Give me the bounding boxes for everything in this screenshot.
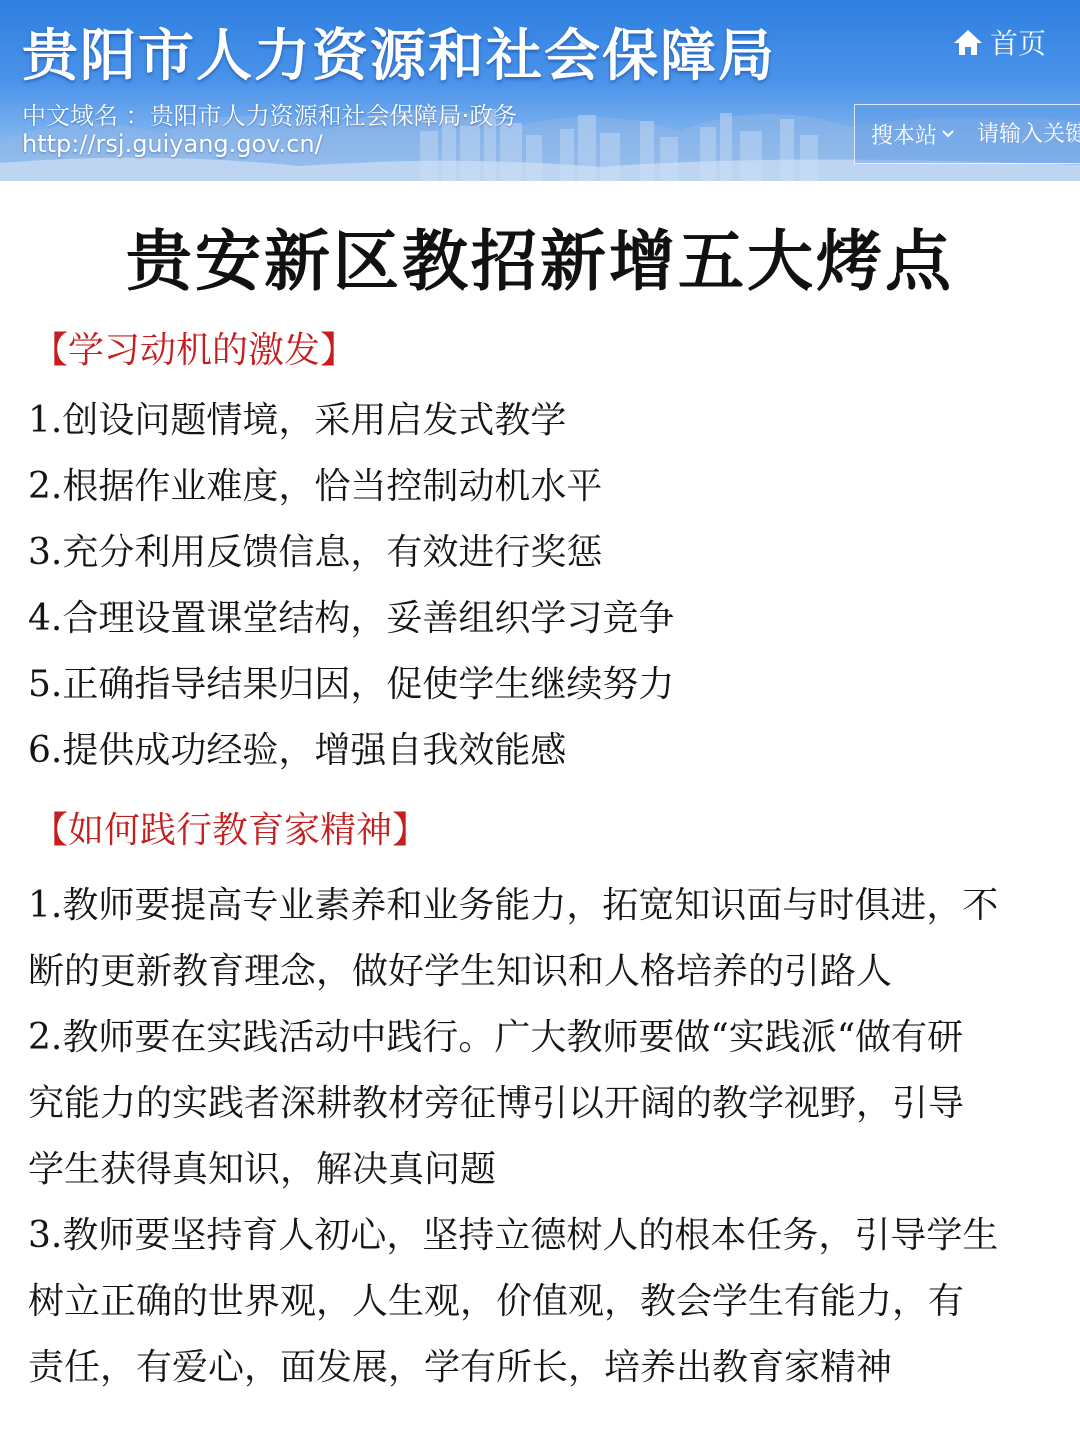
educator-spirit-line: 1.教师要提高专业素养和业务能力，拓宽知识面与时俱进，不 [28,885,999,926]
site-url[interactable]: http://rsj.guiyang.gov.cn/ [22,130,323,158]
search-scope-label: 搜本站 [871,123,938,149]
site-search-box [854,104,1080,164]
motivation-item: 3.充分利用反馈信息，有效进行奖惩 [28,532,603,573]
chinese-domain-line [22,96,517,131]
home-link[interactable] [952,22,1046,62]
home-icon [952,27,984,57]
educator-spirit-line: 学生获得真知识，解决真问题 [28,1149,497,1190]
educator-spirit-line: 责任，有爱心，面发展，学有所长，培养出教育家精神 [28,1347,893,1388]
search-input[interactable] [963,122,1080,147]
educator-spirit-line: 3.教师要坚持育人初心，坚持立德树人的根本任务，引导学生 [28,1215,999,1256]
domain-value: ：贵阳市人力资源和社会保障局·政务 [125,102,518,130]
educator-spirit-line: 树立正确的世界观，人生观，价值观，教会学生有能力，有 [28,1281,965,1322]
home-label: 首页 [990,27,1047,60]
motivation-item: 1.创设问题情境，采用启发式教学 [28,400,567,441]
domain-label: 中文域名 [22,102,118,130]
search-scope-dropdown[interactable] [855,119,963,150]
section-heading-educator-spirit: 【如何践行教育家精神】 [32,810,429,851]
motivation-item: 2.根据作业难度，恰当控制动机水平 [28,466,603,507]
educator-spirit-line: 究能力的实践者深耕教材旁征博引以开阔的教学视野，引导 [28,1083,965,1124]
chevron-down-icon [941,129,955,139]
article-title: 贵安新区教招新增五大烤点 [126,223,954,300]
motivation-item: 5.正确指导结果归因，促使学生继续努力 [28,664,675,705]
section-heading-motivation: 【学习动机的激发】 [32,330,357,371]
motivation-item: 6.提供成功经验，增强自我效能感 [28,730,567,771]
site-header-banner [0,0,1080,181]
educator-spirit-line: 断的更新教育理念，做好学生知识和人格培养的引路人 [28,951,893,992]
educator-spirit-line: 2.教师要在实践活动中践行。广大教师要做“实践派“做有研 [28,1017,964,1058]
motivation-item: 4.合理设置课堂结构，妥善组织学习竞争 [28,598,675,639]
site-title: 贵阳市人力资源和社会保障局 [22,24,776,89]
